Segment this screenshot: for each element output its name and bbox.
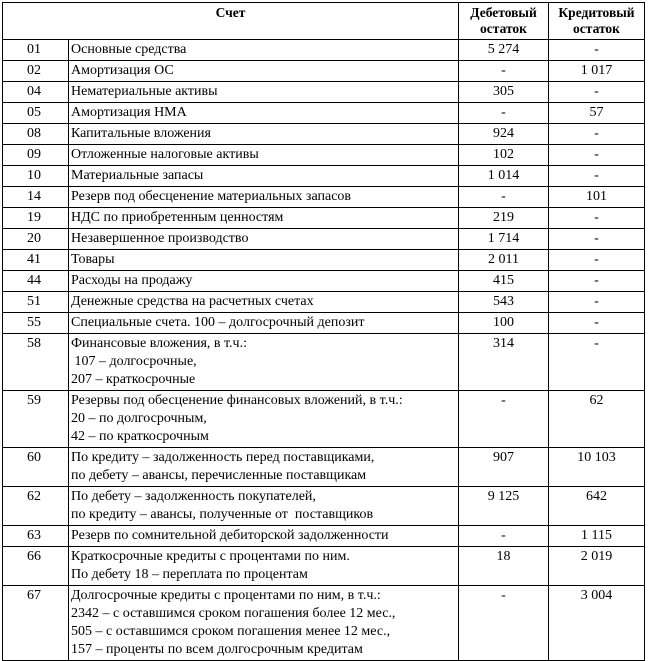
account-name-cell — [69, 526, 459, 547]
credit-balance-cell: - — [549, 292, 645, 313]
credit-balance-cell: 642 — [549, 487, 645, 526]
table-body — [3, 40, 645, 661]
credit-balance-cell: 2 019 — [549, 547, 645, 586]
account-code-cell: 63 — [3, 526, 69, 547]
credit-balance-cell: - — [549, 208, 645, 229]
table-row — [3, 271, 645, 292]
account-name-line: Резервы под обесценение финансовых вложений, в т.ч.: — [71, 393, 403, 408]
table-row — [3, 448, 645, 487]
account-code-cell: 55 — [3, 313, 69, 334]
debit-balance-cell: 18 — [459, 547, 549, 586]
account-name-cell — [69, 271, 459, 292]
table-row — [3, 187, 645, 208]
debit-balance-cell: - — [459, 586, 549, 661]
table-row — [3, 526, 645, 547]
account-code-cell: 66 — [3, 547, 69, 586]
credit-header-line-1: Кредитовый — [558, 5, 635, 20]
table-row — [3, 145, 645, 166]
account-name-cell — [69, 229, 459, 250]
debit-balance-cell: 1 014 — [459, 166, 549, 187]
account-code-cell: 04 — [3, 82, 69, 103]
account-name-line: 207 – краткосрочные — [71, 372, 196, 387]
account-name-line: НДС по приобретенным ценностям — [71, 210, 284, 225]
credit-balance-cell: - — [549, 271, 645, 292]
credit-header-line-2: остаток — [573, 21, 620, 36]
account-name-line: Основные средства — [71, 42, 187, 57]
account-name-line: Амортизация НМА — [71, 105, 187, 120]
account-name-line: Нематериальные активы — [71, 84, 218, 99]
credit-balance-cell: - — [549, 250, 645, 271]
debit-balance-cell: 9 125 — [459, 487, 549, 526]
account-name-cell — [69, 292, 459, 313]
account-name-line: По кредиту – задолженность перед поставщиками, — [71, 450, 375, 465]
account-code-cell: 62 — [3, 487, 69, 526]
table-row — [3, 124, 645, 145]
account-code-cell: 01 — [3, 40, 69, 61]
credit-balance-cell: 1 017 — [549, 61, 645, 82]
table-row — [3, 292, 645, 313]
account-code-cell: 67 — [3, 586, 69, 661]
debit-balance-cell: - — [459, 526, 549, 547]
debit-balance-cell: - — [459, 103, 549, 124]
account-name-cell — [69, 208, 459, 229]
account-name-cell — [69, 82, 459, 103]
debit-balance-cell: - — [459, 391, 549, 448]
table-row — [3, 82, 645, 103]
account-code-cell: 10 — [3, 166, 69, 187]
account-code-cell: 19 — [3, 208, 69, 229]
credit-balance-cell: - — [549, 334, 645, 391]
account-name-line: Материальные запасы — [71, 168, 204, 183]
account-code-cell: 44 — [3, 271, 69, 292]
account-name-line: Денежные средства на расчетных счетах — [71, 294, 314, 309]
account-name-line: По дебету – задолженность покупателей, — [71, 489, 316, 504]
account-name-line: 107 – долгосрочные, — [71, 354, 197, 369]
debit-balance-cell: 314 — [459, 334, 549, 391]
debit-balance-cell: 543 — [459, 292, 549, 313]
account-name-cell — [69, 487, 459, 526]
table-row — [3, 229, 645, 250]
account-name-line: Резерв по сомнительной дебиторской задолженности — [71, 528, 389, 543]
account-code-cell: 08 — [3, 124, 69, 145]
account-code-cell: 41 — [3, 250, 69, 271]
credit-balance-cell: - — [549, 145, 645, 166]
table-row — [3, 40, 645, 61]
account-code-cell: 02 — [3, 61, 69, 82]
debit-header-line-2: остаток — [480, 21, 527, 36]
account-name-line: 505 – с оставшимся сроком погашения менее 12 мес., — [71, 624, 391, 639]
account-name-line: Товары — [71, 252, 115, 267]
credit-balance-cell: - — [549, 166, 645, 187]
account-name-line: по дебету – авансы, перечисленные поставщикам — [71, 468, 367, 483]
balance-table-wrapper — [2, 2, 645, 661]
account-name-line: Резерв под обесценение материальных запасов — [71, 189, 352, 204]
account-name-cell — [69, 586, 459, 661]
table-header-row — [3, 3, 645, 40]
table-row — [3, 208, 645, 229]
table-row — [3, 586, 645, 661]
account-name-line: Расходы на продажу — [71, 273, 193, 288]
account-name-cell — [69, 166, 459, 187]
table-row — [3, 250, 645, 271]
account-name-cell — [69, 547, 459, 586]
account-name-line: по кредиту – авансы, полученные от поставщиков — [71, 507, 374, 522]
account-name-cell — [69, 145, 459, 166]
account-name-line: Отложенные налоговые активы — [71, 147, 259, 162]
credit-balance-cell: - — [549, 229, 645, 250]
account-code-cell: 51 — [3, 292, 69, 313]
credit-balance-cell: 57 — [549, 103, 645, 124]
debit-balance-cell: 5 274 — [459, 40, 549, 61]
account-name-cell — [69, 61, 459, 82]
account-balance-table — [2, 2, 645, 661]
account-name-line: Финансовые вложения, в т.ч.: — [71, 336, 247, 351]
account-code-cell: 59 — [3, 391, 69, 448]
account-name-line: 157 – проценты по всем долгосрочным кредитам — [71, 642, 363, 657]
debit-balance-cell: 305 — [459, 82, 549, 103]
account-name-cell — [69, 250, 459, 271]
credit-balance-cell: - — [549, 124, 645, 145]
account-column-header: Счет — [3, 3, 459, 40]
debit-balance-cell: 415 — [459, 271, 549, 292]
table-row — [3, 61, 645, 82]
debit-balance-cell: 102 — [459, 145, 549, 166]
table-row — [3, 391, 645, 448]
debit-balance-cell: - — [459, 187, 549, 208]
account-name-line: 42 – по краткосрочным — [71, 429, 209, 444]
table-row — [3, 103, 645, 124]
credit-balance-cell: 101 — [549, 187, 645, 208]
debit-balance-cell: 924 — [459, 124, 549, 145]
account-name-cell — [69, 334, 459, 391]
account-name-cell — [69, 40, 459, 61]
account-name-line: По дебету 18 – переплата по процентам — [71, 567, 308, 582]
account-name-line: Амортизация ОС — [71, 63, 174, 78]
credit-column-header — [549, 3, 645, 40]
debit-balance-cell: - — [459, 61, 549, 82]
credit-balance-cell: - — [549, 40, 645, 61]
account-code-cell: 14 — [3, 187, 69, 208]
account-name-line: Капитальные вложения — [71, 126, 211, 141]
account-name-line: 2342 – с оставшимся сроком погашения более 12 мес., — [71, 606, 396, 621]
table-row — [3, 334, 645, 391]
debit-balance-cell: 907 — [459, 448, 549, 487]
account-name-cell — [69, 187, 459, 208]
account-code-cell: 60 — [3, 448, 69, 487]
account-name-cell — [69, 448, 459, 487]
credit-balance-cell: - — [549, 82, 645, 103]
account-code-cell: 05 — [3, 103, 69, 124]
debit-balance-cell: 100 — [459, 313, 549, 334]
account-name-line: Незавершенное производство — [71, 231, 249, 246]
account-name-line: 20 – по долгосрочным, — [71, 411, 207, 426]
account-code-cell: 09 — [3, 145, 69, 166]
account-name-cell — [69, 103, 459, 124]
debit-balance-cell: 1 714 — [459, 229, 549, 250]
account-name-cell — [69, 124, 459, 145]
table-row — [3, 166, 645, 187]
table-row — [3, 313, 645, 334]
account-name-line: Долгосрочные кредиты с процентами по ним, в т.ч.: — [71, 588, 381, 603]
account-name-line: Краткосрочные кредиты с процентами по ним. — [71, 549, 350, 564]
account-name-cell — [69, 313, 459, 334]
debit-balance-cell: 2 011 — [459, 250, 549, 271]
debit-column-header — [459, 3, 549, 40]
account-code-cell: 20 — [3, 229, 69, 250]
table-row — [3, 547, 645, 586]
credit-balance-cell: 3 004 — [549, 586, 645, 661]
account-code-cell: 58 — [3, 334, 69, 391]
debit-balance-cell: 219 — [459, 208, 549, 229]
account-name-line: Специальные счета. 100 – долгосрочный депозит — [71, 315, 365, 330]
credit-balance-cell: 10 103 — [549, 448, 645, 487]
account-name-cell — [69, 391, 459, 448]
table-row — [3, 487, 645, 526]
credit-balance-cell: 62 — [549, 391, 645, 448]
credit-balance-cell: 1 115 — [549, 526, 645, 547]
credit-balance-cell: - — [549, 313, 645, 334]
debit-header-line-1: Дебетовый — [470, 5, 537, 20]
